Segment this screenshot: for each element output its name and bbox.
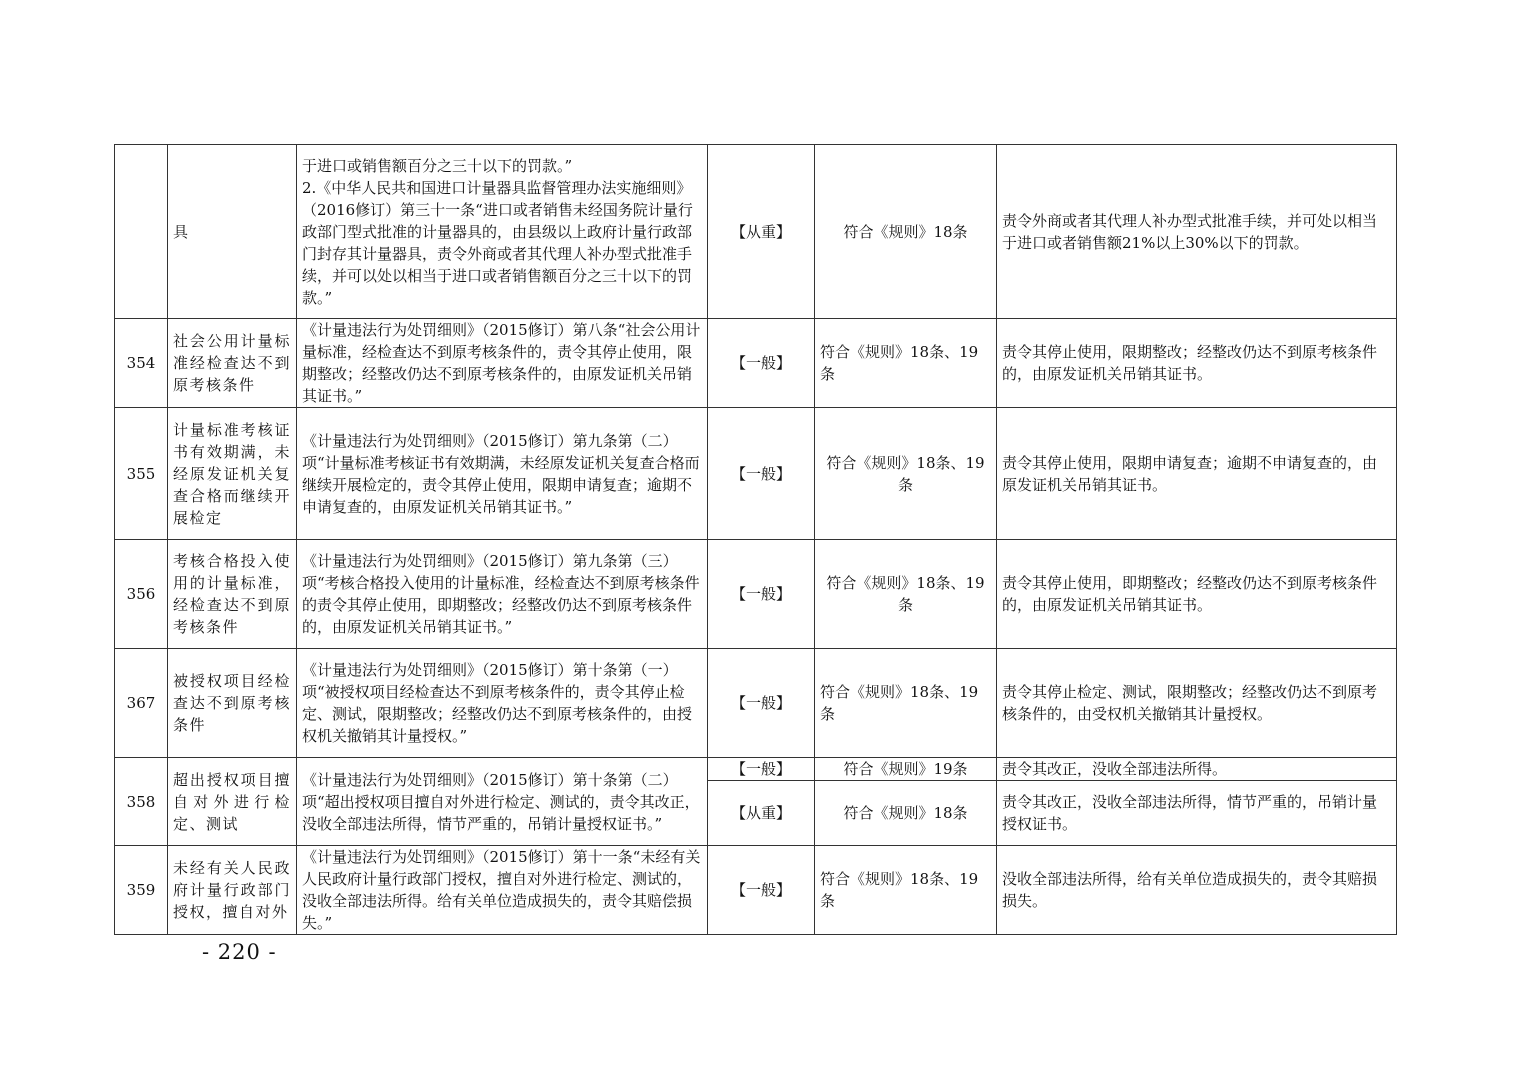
row-number: 367 [115, 649, 168, 758]
violation-item: 社会公用计量标准经检查达不到原考核条件 [168, 319, 297, 408]
table-row [115, 540, 1397, 649]
row-number: 355 [115, 408, 168, 540]
applicable-condition: 符合《规则》18条、19条 [815, 319, 997, 408]
violation-item: 未经有关人民政府计量行政部门授权，擅自对外 [168, 846, 297, 935]
violation-item: 计量标准考核证书有效期满，未经原发证机关复查合格而继续开展检定 [168, 408, 297, 540]
discretion-level: 【一般】 [708, 540, 815, 649]
applicable-condition: 符合《规则》18条、19条 [815, 408, 997, 540]
applicable-condition: 符合《规则》18条、19条 [815, 540, 997, 649]
page-number: - 220 - [202, 940, 277, 964]
applicable-condition: 符合《规则》18条 [815, 145, 997, 319]
applicable-condition: 符合《规则》19条 [815, 758, 997, 781]
applicable-condition: 符合《规则》18条、19条 [815, 649, 997, 758]
penalty-result: 没收全部违法所得，给有关单位造成损失的，责令其赔损损失。 [997, 846, 1397, 935]
discretion-level: 【从重】 [708, 145, 815, 319]
penalty-result: 责令外商或者其代理人补办型式批准手续，并可处以相当于进口或者销售额21%以上30%以下的罚款。 [997, 145, 1397, 319]
discretion-level: 【一般】 [708, 408, 815, 540]
legal-basis: 《计量违法行为处罚细则》（2015修订）第十一条“未经有关人民政府计量行政部门授权，擅自对外进行检定、测试的，没收全部违法所得。给有关单位造成损失的，责令其赔偿损失。” [297, 846, 708, 935]
penalty-result: 责令其停止使用，即期整改；经整改仍达不到原考核条件的，由原发证机关吊销其证书。 [997, 540, 1397, 649]
legal-basis: 《计量违法行为处罚细则》（2015修订）第十条第（一）项“被授权项目经检查达不到原考核条件的，责令其停止检定、测试，限期整改；经整改仍达不到原考核条件的，由授权机关撤销其计量授权。” [297, 649, 708, 758]
discretion-level: 【一般】 [708, 319, 815, 408]
discretion-level: 【一般】 [708, 758, 815, 781]
applicable-condition: 符合《规则》18条 [815, 781, 997, 846]
table-row [115, 408, 1397, 540]
penalty-table [114, 144, 1397, 935]
row-number: 356 [115, 540, 168, 649]
row-number: 358 [115, 758, 168, 846]
legal-basis: 于进口或销售额百分之三十以下的罚款。” 2.《中华人民共和国进口计量器具监督管理办法实施细则》（2016修订）第三十一条“进口或者销售未经国务院计量行政部门型式批准的计量器具的，由县级以上政府计量行政部门封存其计量器具，责令外商或者其代理人补办型式批准手续，并可以处以相当于进口或者销售额百分之三十以下的罚款。” [297, 145, 708, 319]
applicable-condition: 符合《规则》18条、19条 [815, 846, 997, 935]
table-row [115, 649, 1397, 758]
row-number: 359 [115, 846, 168, 935]
discretion-level: 【从重】 [708, 781, 815, 846]
discretion-level: 【一般】 [708, 649, 815, 758]
violation-item: 具 [168, 145, 297, 319]
legal-basis: 《计量违法行为处罚细则》（2015修订）第九条第（二）项“计量标准考核证书有效期满，未经原发证机关复查合格而继续开展检定的，责令其停止使用，限期申请复查；逾期不申请复查的，由原发证机关吊销其证书。” [297, 408, 708, 540]
violation-item: 超出授权项目擅自对外进行检定、测试 [168, 758, 297, 846]
table-row [115, 319, 1397, 408]
violation-item: 考核合格投入使用的计量标准，经检查达不到原考核条件 [168, 540, 297, 649]
table-row [115, 145, 1397, 319]
legal-basis: 《计量违法行为处罚细则》（2015修订）第八条“社会公用计量标准，经检查达不到原考核条件的，责令其停止使用，限期整改；经整改仍达不到原考核条件的，由原发证机关吊销其证书。” [297, 319, 708, 408]
table-row [115, 758, 1397, 781]
penalty-result: 责令其停止检定、测试，限期整改；经整改仍达不到原考核条件的，由受权机关撤销其计量授权。 [997, 649, 1397, 758]
row-number [115, 145, 168, 319]
discretion-level: 【一般】 [708, 846, 815, 935]
legal-basis: 《计量违法行为处罚细则》（2015修订）第九条第（三）项“考核合格投入使用的计量标准，经检查达不到原考核条件的责令其停止使用，即期整改；经整改仍达不到原考核条件的，由原发证机关吊销其证书。” [297, 540, 708, 649]
row-number: 354 [115, 319, 168, 408]
legal-basis: 《计量违法行为处罚细则》（2015修订）第十条第（二）项“超出授权项目擅自对外进行检定、测试的，责令其改正，没收全部违法所得，情节严重的，吊销计量授权证书。” [297, 758, 708, 846]
penalty-result: 责令其改正，没收全部违法所得，情节严重的，吊销计量授权证书。 [997, 781, 1397, 846]
penalty-result: 责令其停止使用，限期整改；经整改仍达不到原考核条件的，由原发证机关吊销其证书。 [997, 319, 1397, 408]
penalty-result: 责令其停止使用，限期申请复查；逾期不申请复查的，由原发证机关吊销其证书。 [997, 408, 1397, 540]
violation-item: 被授权项目经检查达不到原考核条件 [168, 649, 297, 758]
penalty-result: 责令其改正，没收全部违法所得。 [997, 758, 1397, 781]
table-row [115, 846, 1397, 935]
